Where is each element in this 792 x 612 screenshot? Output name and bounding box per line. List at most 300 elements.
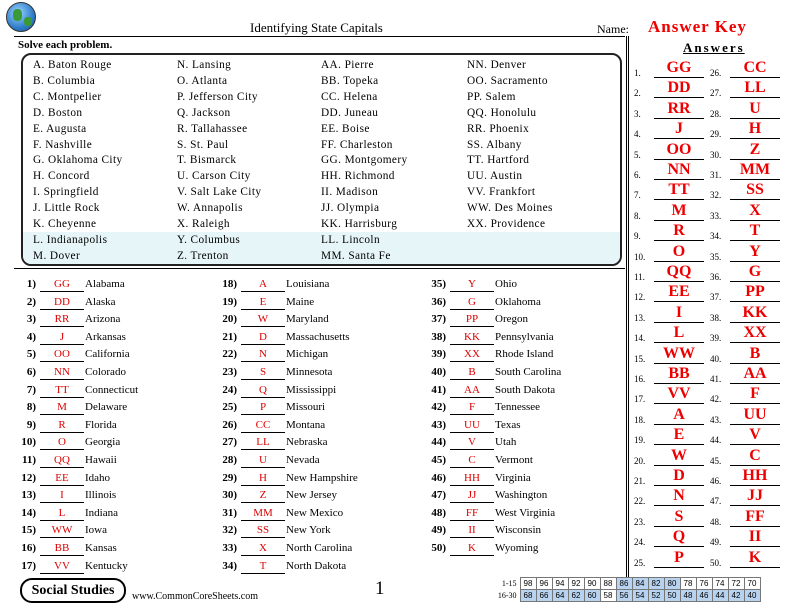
state-name: Kentucky xyxy=(85,559,128,572)
bank-item: HH. Richmond xyxy=(321,170,395,183)
bank-item: EE. Boise xyxy=(321,122,370,135)
question-number: 36) xyxy=(431,295,446,308)
state-name: Louisiana xyxy=(286,278,330,290)
question-number: 32) xyxy=(222,524,237,537)
state-name: Wisconsin xyxy=(495,524,541,537)
answer-blank[interactable]: F xyxy=(450,400,494,415)
state-name: Missouri xyxy=(286,401,326,414)
bank-item: L. Indianapolis xyxy=(33,233,108,246)
answer-blank[interactable]: A xyxy=(241,277,285,292)
score-cell: 64 xyxy=(552,590,568,602)
state-name: Ohio xyxy=(495,278,517,290)
score-cell: 96 xyxy=(536,578,552,590)
question-number: 48) xyxy=(431,506,446,519)
score-cell: 88 xyxy=(600,578,616,590)
answer-value: WW xyxy=(654,345,704,364)
answer-number: 19. xyxy=(634,435,646,446)
state-name: Connecticut xyxy=(85,383,139,396)
answer-value: S xyxy=(654,508,704,527)
answer-number: 2. xyxy=(634,88,641,99)
score-cell: 48 xyxy=(680,590,696,602)
answer-value: U xyxy=(730,100,780,119)
answer-blank[interactable]: X xyxy=(241,541,285,556)
state-name: Utah xyxy=(495,436,517,449)
question-number: 14) xyxy=(21,506,36,519)
state-name: Arizona xyxy=(85,313,121,326)
question-number: 16) xyxy=(21,542,36,554)
answer-value: W xyxy=(654,447,704,466)
answer-number: 30. xyxy=(710,149,722,160)
answer-value: X xyxy=(730,202,780,221)
bank-item: F. Nashville xyxy=(33,138,93,151)
question-number: 7) xyxy=(26,383,36,396)
bank-item: QQ. Honolulu xyxy=(467,106,537,119)
bank-item: KK. Harrisburg xyxy=(321,218,398,230)
answer-blank[interactable]: P xyxy=(241,400,285,415)
answer-number: 29. xyxy=(710,129,722,140)
state-name: Wyoming xyxy=(495,542,539,554)
answer-value: MM xyxy=(730,161,780,180)
answer-value: CC xyxy=(730,59,780,78)
score-cell: 76 xyxy=(696,578,712,590)
state-name: Kansas xyxy=(85,542,117,554)
answer-blank[interactable]: BB xyxy=(40,541,84,556)
answer-blank[interactable]: NN xyxy=(40,365,84,380)
answer-blank[interactable]: XX xyxy=(450,347,494,362)
answer-blank[interactable]: TT xyxy=(40,383,84,398)
bank-item: FF. Charleston xyxy=(321,138,393,151)
answer-number: 42. xyxy=(710,394,722,405)
answer-blank[interactable]: G xyxy=(450,295,494,310)
score-cell: 58 xyxy=(600,590,616,602)
answer-number: 11. xyxy=(634,272,645,282)
answer-number: 12. xyxy=(634,292,646,303)
answer-blank[interactable]: VV xyxy=(40,559,84,574)
answer-value: R xyxy=(654,222,704,241)
state-name: Oklahoma xyxy=(495,295,541,308)
question-number: 21) xyxy=(222,330,237,343)
question-number: 17) xyxy=(21,559,36,572)
answer-value: QQ xyxy=(654,263,704,282)
score-cell: 92 xyxy=(568,578,584,590)
answer-value: OO xyxy=(654,141,704,160)
answer-blank[interactable]: U xyxy=(241,453,285,468)
bank-item: TT. Hartford xyxy=(467,154,530,167)
bank-item: S. St. Paul xyxy=(177,138,229,151)
globe-icon xyxy=(6,2,36,32)
state-name: Florida xyxy=(85,418,117,431)
question-number: 44) xyxy=(431,436,446,449)
question-number: 50) xyxy=(431,542,446,554)
answer-number: 33. xyxy=(710,210,722,221)
state-name: Mississippi xyxy=(286,383,337,396)
header-divider xyxy=(14,36,625,37)
answer-number: 38. xyxy=(710,312,722,323)
score-row xyxy=(492,590,760,602)
answer-blank[interactable]: R xyxy=(40,418,84,433)
answer-number: 31. xyxy=(710,170,722,180)
answer-number: 4. xyxy=(634,129,641,140)
bank-item: Y. Columbus xyxy=(177,233,241,246)
bank-item: VV. Frankfort xyxy=(467,186,536,199)
question-number: 20) xyxy=(222,313,237,326)
answer-blank[interactable]: QQ xyxy=(40,453,84,468)
question-number: 38) xyxy=(431,330,446,343)
state-name: Idaho xyxy=(85,471,111,484)
score-cell: 56 xyxy=(616,590,632,602)
answer-number: 16. xyxy=(634,374,646,384)
answer-value: A xyxy=(654,406,704,425)
score-table xyxy=(492,577,761,602)
question-number: 13) xyxy=(21,489,36,502)
question-number: 18) xyxy=(222,278,237,290)
answer-value: AA xyxy=(730,365,780,384)
answer-blank[interactable]: OO xyxy=(40,347,84,362)
answer-value: VV xyxy=(654,385,704,404)
answer-number: 41. xyxy=(710,374,722,384)
score-cell: 68 xyxy=(520,590,536,602)
score-cell: 98 xyxy=(520,578,536,590)
answer-blank[interactable]: MM xyxy=(241,506,285,521)
bank-item: XX. Providence xyxy=(467,218,546,230)
state-name: Nebraska xyxy=(286,436,328,449)
answer-number: 28. xyxy=(710,108,722,119)
bank-item: Z. Trenton xyxy=(177,249,229,262)
state-name: Montana xyxy=(286,418,326,431)
question-number: 25) xyxy=(222,401,237,414)
state-name: West Virginia xyxy=(495,506,556,519)
answer-number: 36. xyxy=(710,272,722,282)
bank-item: NN. Denver xyxy=(467,59,527,71)
question-number: 24) xyxy=(222,383,237,396)
answer-blank[interactable]: M xyxy=(40,400,84,415)
score-cell: 84 xyxy=(632,578,648,590)
answer-value: NN xyxy=(654,161,704,180)
bank-item: JJ. Olympia xyxy=(321,202,380,215)
answer-number: 45. xyxy=(710,455,722,466)
question-number: 9) xyxy=(26,418,36,431)
answer-number: 25. xyxy=(634,557,646,568)
bank-item: N. Lansing xyxy=(177,59,232,71)
answer-number: 5. xyxy=(634,149,641,160)
answer-value: UU xyxy=(730,406,780,425)
state-name: Illinois xyxy=(85,489,117,502)
question-number: 31) xyxy=(222,506,237,519)
answer-value: E xyxy=(654,426,704,445)
bank-item: M. Dover xyxy=(33,249,81,262)
state-name: California xyxy=(85,348,130,361)
state-name: South Dakota xyxy=(495,383,556,396)
state-name: Tennessee xyxy=(495,401,541,414)
answer-value: LL xyxy=(730,79,780,98)
state-name: New York xyxy=(286,524,331,537)
answer-value: G xyxy=(730,263,780,282)
question-number: 37) xyxy=(431,313,446,326)
question-number: 33) xyxy=(222,542,237,554)
question-number: 26) xyxy=(222,418,237,431)
answer-value: RR xyxy=(654,100,704,119)
bank-item: O. Atlanta xyxy=(177,74,228,87)
answer-blank[interactable]: HH xyxy=(450,471,494,486)
score-cell: 42 xyxy=(728,590,744,602)
state-name: Massachusetts xyxy=(286,330,350,343)
answer-number: 10. xyxy=(634,251,646,262)
bank-item: WW. Des Moines xyxy=(467,202,553,215)
bank-item: P. Jefferson City xyxy=(177,90,258,103)
question-number: 41) xyxy=(431,383,446,396)
answer-value: Q xyxy=(654,528,704,547)
question-number: 45) xyxy=(431,454,446,466)
question-number: 30) xyxy=(222,489,237,502)
question-number: 22) xyxy=(222,348,237,361)
answer-blank[interactable]: SS xyxy=(241,523,285,538)
question-number: 27) xyxy=(222,436,237,449)
answer-blank[interactable]: WW xyxy=(40,523,84,538)
answer-number: 32. xyxy=(710,190,722,201)
state-name: Minnesota xyxy=(286,366,333,378)
question-number: 43) xyxy=(431,418,446,431)
answer-number: 15. xyxy=(634,353,646,364)
answer-blank[interactable]: N xyxy=(241,347,285,362)
answer-blank[interactable]: C xyxy=(450,453,494,468)
answer-value: DD xyxy=(654,79,704,98)
answer-value: C xyxy=(730,447,780,466)
answer-number: 13. xyxy=(634,312,646,323)
answer-blank[interactable]: GG xyxy=(40,277,84,292)
answer-blank[interactable]: B xyxy=(450,365,494,380)
answer-blank[interactable]: II xyxy=(450,523,494,538)
question-number: 1) xyxy=(26,278,36,290)
bank-item: C. Montpelier xyxy=(33,90,102,103)
state-name: Indiana xyxy=(85,506,118,519)
bank-item: RR. Phoenix xyxy=(467,122,530,135)
answer-blank[interactable]: KK xyxy=(450,330,494,345)
question-number: 5) xyxy=(26,348,36,361)
answer-number: 17. xyxy=(634,394,646,405)
answer-value: KK xyxy=(730,304,780,323)
answer-number: 49. xyxy=(710,537,722,548)
answers-heading: Answers xyxy=(683,40,745,55)
answer-blank[interactable]: EE xyxy=(40,471,84,486)
answer-blank[interactable]: AA xyxy=(450,383,494,398)
answer-number: 7. xyxy=(634,190,641,201)
answer-value: I xyxy=(654,304,704,323)
answer-number: 46. xyxy=(710,476,722,486)
answer-value: SS xyxy=(730,181,780,200)
state-name: Colorado xyxy=(85,366,126,378)
state-name: Virginia xyxy=(495,471,531,484)
score-cell: 70 xyxy=(744,578,760,590)
answer-blank[interactable]: L xyxy=(40,506,84,521)
answer-blank[interactable]: E xyxy=(241,295,285,310)
answer-blank[interactable]: K xyxy=(450,541,494,556)
bank-item: MM. Santa Fe xyxy=(321,249,391,262)
answer-value: JJ xyxy=(730,487,780,506)
answer-number: 40. xyxy=(710,353,722,364)
answer-blank[interactable]: H xyxy=(241,471,285,486)
question-number: 11) xyxy=(21,454,36,466)
score-cell: 90 xyxy=(584,578,600,590)
page-title: Identifying State Capitals xyxy=(250,20,383,35)
bank-item: OO. Sacramento xyxy=(467,74,548,87)
state-name: Rhode Island xyxy=(495,348,554,361)
state-name: New Hampshire xyxy=(286,471,358,484)
answer-key-label: Answer Key xyxy=(648,17,747,36)
bank-item: LL. Lincoln xyxy=(321,233,380,246)
state-name: Oregon xyxy=(495,313,528,326)
question-number: 2) xyxy=(26,295,36,308)
score-cell: 94 xyxy=(552,578,568,590)
bank-item: SS. Albany xyxy=(467,138,522,151)
answer-blank[interactable]: W xyxy=(241,312,285,327)
bank-item: PP. Salem xyxy=(467,90,516,103)
subject-badge: Social Studies xyxy=(20,578,126,603)
answer-value: O xyxy=(654,243,704,262)
answer-blank[interactable]: Y xyxy=(450,277,494,292)
answer-blank[interactable]: PP xyxy=(450,312,494,327)
answer-blank[interactable]: FF xyxy=(450,506,494,521)
answer-value: BB xyxy=(654,365,704,384)
bank-item: R. Tallahassee xyxy=(177,122,248,135)
site-url: www.CommonCoreSheets.com xyxy=(132,591,259,602)
answer-blank[interactable]: V xyxy=(450,435,494,450)
score-row xyxy=(492,578,760,590)
question-number: 12) xyxy=(21,471,36,484)
answer-number: 39. xyxy=(710,333,722,344)
question-number: 6) xyxy=(26,366,36,378)
score-cell: 74 xyxy=(712,578,728,590)
answer-value: TT xyxy=(654,181,704,200)
answer-value: FF xyxy=(730,508,780,527)
answer-value: Y xyxy=(730,243,780,262)
state-name: Iowa xyxy=(85,524,107,537)
column-divider xyxy=(626,36,629,577)
answer-number: 21. xyxy=(634,476,646,486)
score-cell: 54 xyxy=(632,590,648,602)
answer-blank[interactable]: CC xyxy=(241,418,285,433)
question-number: 42) xyxy=(431,401,446,414)
state-name: Delaware xyxy=(85,401,128,414)
answer-number: 26. xyxy=(710,68,722,78)
answer-blank[interactable]: LL xyxy=(241,435,285,450)
state-name: Alabama xyxy=(85,278,125,290)
answer-value: EE xyxy=(654,283,704,302)
answer-blank[interactable]: T xyxy=(241,559,285,574)
answer-value: L xyxy=(654,324,704,343)
answer-blank[interactable]: DD xyxy=(40,295,84,310)
answer-number: 23. xyxy=(634,516,646,527)
bank-item: T. Bismarck xyxy=(177,154,237,167)
answer-value: P xyxy=(654,549,704,568)
question-number: 49) xyxy=(431,524,446,537)
score-cell: 50 xyxy=(664,590,680,602)
answer-number: 3. xyxy=(634,108,641,119)
question-number: 10) xyxy=(21,436,36,449)
bank-item: AA. Pierre xyxy=(321,59,374,71)
answer-number: 50. xyxy=(710,557,722,568)
state-name: Alaska xyxy=(85,295,116,308)
answer-blank[interactable]: Q xyxy=(241,383,285,398)
state-name: Vermont xyxy=(495,454,533,466)
state-name: Maryland xyxy=(286,313,329,326)
answer-number: 48. xyxy=(710,516,722,527)
question-number: 34) xyxy=(222,559,237,572)
answer-value: V xyxy=(730,426,780,445)
answer-blank[interactable]: Z xyxy=(241,488,285,503)
state-name: Hawaii xyxy=(85,454,117,466)
answer-value: N xyxy=(654,487,704,506)
bank-item: A. Baton Rouge xyxy=(33,59,112,71)
question-number: 8) xyxy=(26,401,36,414)
state-name: Nevada xyxy=(286,454,320,466)
answer-number: 14. xyxy=(634,333,646,344)
bank-item: X. Raleigh xyxy=(177,218,230,230)
state-name: New Jersey xyxy=(286,489,338,502)
bank-item: UU. Austin xyxy=(467,170,523,183)
bank-divider xyxy=(14,268,625,269)
name-label: Name: xyxy=(597,22,629,36)
footer xyxy=(0,575,792,612)
answer-number: 34. xyxy=(710,231,722,242)
answer-blank[interactable]: JJ xyxy=(450,488,494,503)
answer-value: XX xyxy=(730,324,780,343)
bank-item: DD. Juneau xyxy=(321,106,379,119)
bank-item: B. Columbia xyxy=(33,74,96,87)
score-cell: 82 xyxy=(648,578,664,590)
score-cell: 86 xyxy=(616,578,632,590)
answer-value: H xyxy=(730,120,780,139)
answer-blank[interactable]: D xyxy=(241,330,285,345)
score-cell: 80 xyxy=(664,578,680,590)
score-cell: 44 xyxy=(712,590,728,602)
instructions: Solve each problem. xyxy=(18,39,113,51)
answer-number: 20. xyxy=(634,455,646,466)
answer-blank[interactable]: RR xyxy=(40,312,84,327)
score-cell: 72 xyxy=(728,578,744,590)
question-number: 23) xyxy=(222,366,237,378)
answer-blank[interactable]: S xyxy=(241,365,285,380)
answer-blank[interactable]: UU xyxy=(450,418,494,433)
bank-item: GG. Montgomery xyxy=(321,154,408,167)
state-name: Pennsylvania xyxy=(495,330,554,343)
bank-item: H. Concord xyxy=(33,170,90,183)
bank-item: E. Augusta xyxy=(33,122,87,135)
answer-blank[interactable]: J xyxy=(40,330,84,345)
answer-number: 27. xyxy=(710,88,722,99)
state-name: South Carolina xyxy=(495,366,562,378)
score-row-label: 1-15 xyxy=(501,579,517,588)
state-name: Maine xyxy=(286,295,315,308)
answer-blank[interactable]: I xyxy=(40,488,84,503)
question-number: 35) xyxy=(431,278,446,290)
score-cell: 40 xyxy=(744,590,760,602)
question-number: 19) xyxy=(222,295,237,308)
answer-number: 9. xyxy=(634,231,641,242)
bank-item: CC. Helena xyxy=(321,90,378,103)
score-cell: 78 xyxy=(680,578,696,590)
answer-number: 1. xyxy=(634,68,641,78)
bank-item: K. Cheyenne xyxy=(33,218,97,230)
answer-value: D xyxy=(654,467,704,486)
bank-item: J. Little Rock xyxy=(33,202,100,215)
state-name: Arkansas xyxy=(85,330,126,343)
answer-value: Z xyxy=(730,141,780,160)
answer-blank[interactable]: O xyxy=(40,435,84,450)
answer-value: F xyxy=(730,385,780,404)
bank-item: U. Carson City xyxy=(177,170,251,183)
bank-item: BB. Topeka xyxy=(321,74,379,87)
answer-value: T xyxy=(730,222,780,241)
